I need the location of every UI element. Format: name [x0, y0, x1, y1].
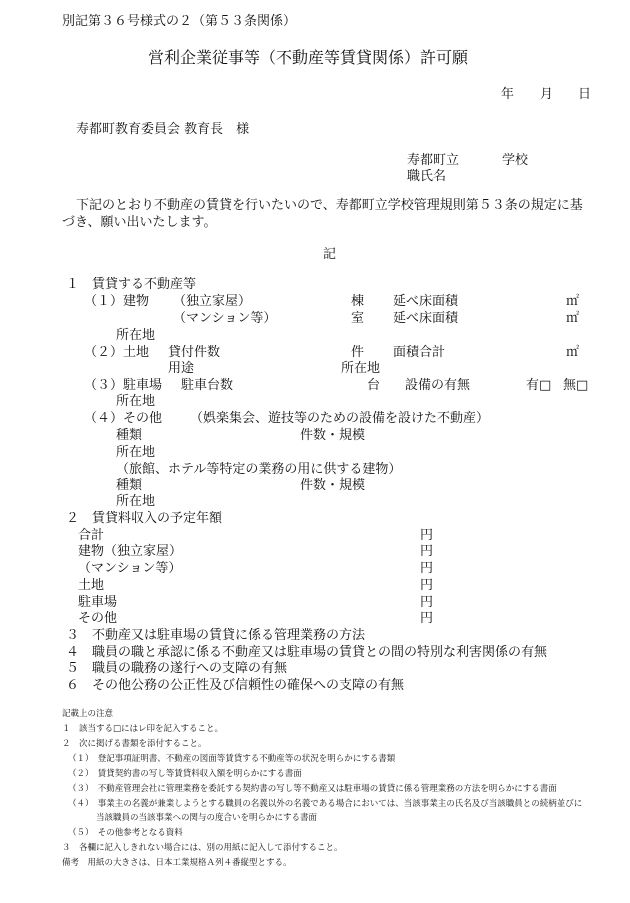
income-row-label: 土地 — [78, 578, 105, 593]
building-floor-area-1: 延べ床面積 — [393, 294, 459, 309]
land-label: （２）土地 — [84, 345, 150, 360]
income-row-label: 駐車場 — [78, 595, 118, 610]
other-location: 所在地 — [116, 445, 156, 460]
note-2-sub: （４） 事業主の名義が兼業しようとする職員の名義以外の名義である場合においては、当該事業主の氏名及び当該職員との続柄並びに — [68, 799, 583, 809]
land-usage: 用途 — [168, 361, 195, 376]
building-unit-mune: 棟 — [351, 294, 365, 309]
income-row-label: 合計 — [78, 528, 105, 543]
notes-heading: 記載上の注意 — [62, 709, 114, 719]
income-row-unit: 円 — [420, 578, 434, 593]
note-2-sub-continued: 当該職員の当該事業への関与の度合いを明らかにする書面 — [96, 813, 318, 823]
note-2-sub: （３） 不動産管理会社に管理業務を委託する契約書の写し等不動産又は駐車場の賃貸に係る管理業務の方法を明らかにする書面 — [68, 784, 557, 794]
position-name: 職氏名 — [407, 169, 447, 184]
parking-no-checkbox: 無□ — [563, 378, 589, 393]
note-2-sub: （２） 賃貸契約書の写し等賃貸料収入額を明らかにする書面 — [68, 769, 302, 779]
section-3: ３ 不動産又は駐車場の賃貸に係る管理業務の方法 — [66, 628, 366, 643]
intro-line-1: 下記のとおり不動産の賃貸を行いたいので、寿都町立学校管理規則第５３条の規定に基 — [76, 198, 583, 213]
building-label: （１）建物 — [84, 294, 150, 309]
land-lease-count: 貸付件数 — [168, 345, 221, 360]
other-kind: 種類 — [116, 428, 143, 443]
building-unit-shitsu: 室 — [351, 311, 365, 326]
income-row-unit: 円 — [420, 611, 434, 626]
income-row-label: 建物（独立家屋） — [78, 544, 183, 559]
parking-yes-checkbox: 有□ — [526, 378, 552, 393]
section-4: ４ 職員の職と承認に係る不動産又は駐車場の賃貸との間の特別な利害関係の有無 — [66, 645, 548, 660]
section-2-heading: ２ 賃貸料収入の予定年額 — [66, 511, 223, 526]
income-row-label: （マンション等） — [78, 561, 182, 576]
form-number: 別記第３６号様式の２（第５３条関係） — [62, 14, 297, 29]
building-mansion: （マンション等） — [173, 311, 277, 326]
building-sqm-1: ㎡ — [566, 294, 580, 309]
note-3: ３ 各欄に記入しきれない場合には、別の用紙に記入して添付すること。 — [62, 843, 343, 853]
parking-count: 駐車台数 — [181, 378, 234, 393]
date-year: 年 — [501, 87, 515, 102]
building-floor-area-2: 延べ床面積 — [393, 311, 459, 326]
parking-label: （３）駐車場 — [84, 378, 163, 393]
section-6: ６ その他公務の公正性及び信頼性の確保への支障の有無 — [66, 678, 405, 693]
parking-location: 所在地 — [116, 394, 156, 409]
section-5: ５ 職員の職務の遂行への支障の有無 — [66, 661, 288, 676]
addressee: 寿都町教育委員会 教育長 様 — [76, 122, 250, 137]
building-location: 所在地 — [116, 328, 156, 343]
land-area-total: 面積合計 — [393, 345, 446, 360]
section-1-heading: １ 賃貸する不動産等 — [66, 277, 197, 292]
page-title: 営利企業従事等（不動産等賃貸関係）許可願 — [148, 48, 469, 67]
ki-heading: 記 — [323, 247, 337, 262]
other-label: （４）その他 — [84, 411, 163, 426]
other-desc: （娯楽集会、遊技等のための設備を設けた不動産） — [190, 411, 490, 426]
land-location: 所在地 — [341, 361, 381, 376]
note-2-sub: （５） その他参考となる資料 — [68, 828, 183, 838]
building-sqm-2: ㎡ — [566, 311, 580, 326]
other-kind-2: 種類 — [116, 478, 143, 493]
parking-unit-dai: 台 — [367, 378, 381, 393]
income-row-unit: 円 — [420, 561, 434, 576]
date-month: 月 — [540, 87, 554, 102]
income-row-unit: 円 — [420, 595, 434, 610]
other-desc-2: （旅館、ホテル等特定の業務の用に供する建物） — [116, 462, 402, 477]
income-row-unit: 円 — [420, 544, 434, 559]
other-count-scale: 件数・規模 — [300, 428, 366, 443]
other-location-2: 所在地 — [116, 494, 156, 509]
note-2-sub: （１） 登記事項証明書、不動産の図面等賃貸する不動産等の状況を明らかにする書類 — [68, 754, 396, 764]
school-prefix: 寿都町立 — [407, 153, 460, 168]
note-2: ２ 次に掲げる書類を添付すること。 — [62, 739, 207, 749]
remark: 備考 用紙の大きさは、日本工業規格Ａ列４番縦型とする。 — [62, 858, 292, 868]
date-day: 日 — [578, 87, 592, 102]
income-row-label: その他 — [78, 611, 118, 626]
school-suffix: 学校 — [502, 153, 529, 168]
building-detached: （独立家屋） — [173, 294, 252, 309]
other-count-scale-2: 件数・規模 — [300, 478, 366, 493]
intro-line-2: づき、願い出いたします。 — [62, 215, 217, 230]
land-sqm: ㎡ — [566, 345, 580, 360]
note-1: １ 該当する□にはレ印を記入すること。 — [62, 724, 224, 734]
parking-equipment: 設備の有無 — [405, 378, 471, 393]
land-unit-ken: 件 — [351, 345, 365, 360]
income-row-unit: 円 — [420, 528, 434, 543]
